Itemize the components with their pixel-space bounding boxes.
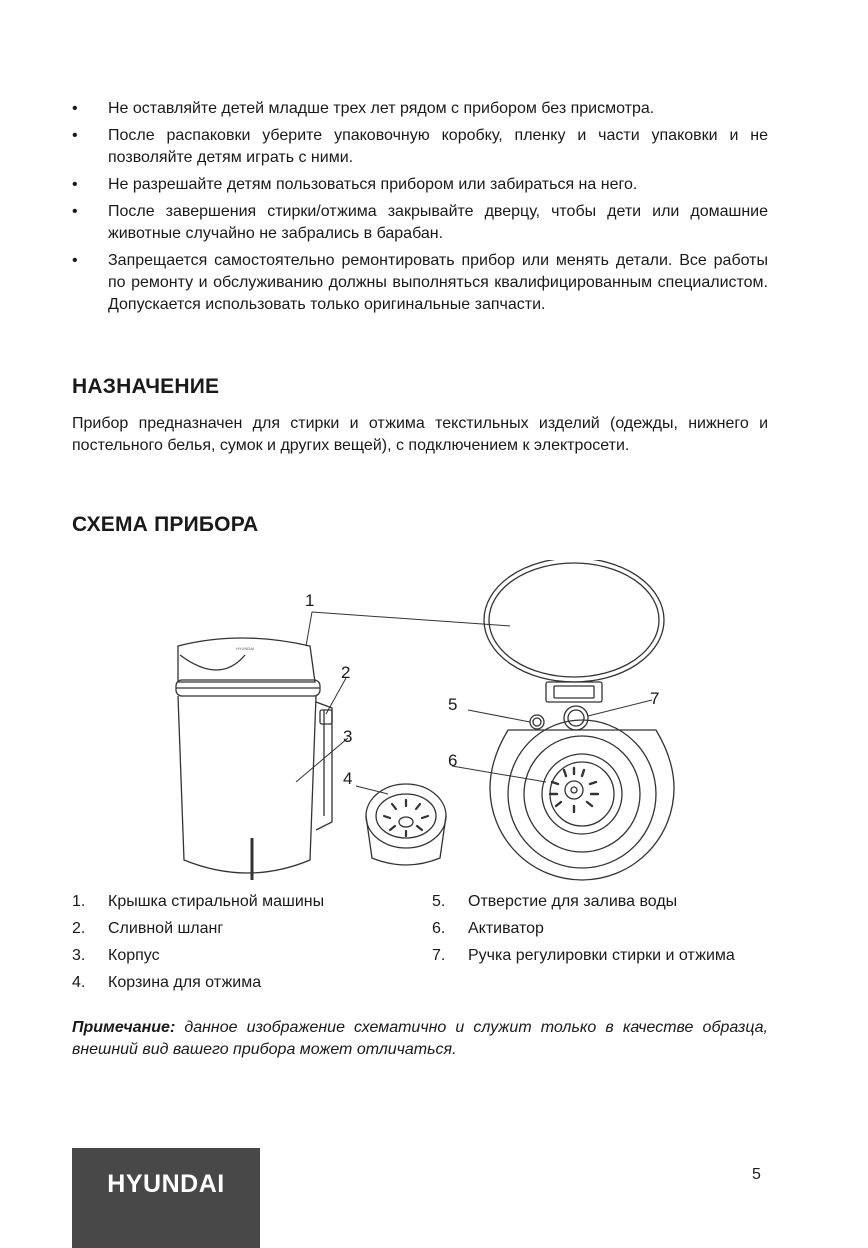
page-number: 5 [752, 1166, 761, 1183]
bullet-item: • После завершения стирки/отжима закрывайте дверцу, чтобы дети или домашние животные случайно не забрались в барабан. [72, 201, 768, 245]
legend-right-column [432, 891, 772, 972]
legend-item: 2. Сливной шланг [72, 920, 224, 937]
legend-item: 6. Активатор [432, 920, 544, 937]
legend-item: 4. Корзина для отжима [72, 974, 262, 991]
device-diagram [160, 560, 680, 890]
bullet-item: • Запрещается самостоятельно ремонтировать прибор или менять детали. Все работы по ремонту и обслуживанию должны выполняться квалифицированным специалистом. Допускается использовать только оригинальные запчасти. [72, 250, 768, 316]
purpose-heading: НАЗНАЧЕНИЕ [72, 375, 220, 398]
legend-item: 3. Корпус [72, 947, 160, 964]
callout-4: 4 [343, 769, 353, 788]
bullet-item: • После распаковки уберите упаковочную коробку, пленку и части упаковки и не позволяйте детям играть с ними. [72, 125, 768, 169]
safety-bullet-list [72, 98, 768, 321]
callout-7: 7 [650, 689, 660, 708]
callout-6: 6 [448, 751, 458, 770]
bullet-item: • Не оставляйте детей младше трех лет рядом с прибором без присмотра. [72, 98, 768, 120]
device-brand-label: HYUNDAI [236, 646, 255, 651]
lid-open-illustration [484, 560, 664, 702]
washer-body-illustration [176, 638, 332, 880]
callout-3: 3 [343, 727, 353, 746]
callout-5: 5 [448, 695, 458, 714]
legend-item: 1. Крышка стиральной машины [72, 893, 325, 910]
callout-2: 2 [341, 663, 351, 682]
brand-logo [72, 1148, 260, 1248]
legend-item: 5. Отверстие для залива воды [432, 893, 678, 910]
legend-left-column [72, 891, 402, 999]
callout-1: 1 [305, 591, 315, 610]
spin-basket-illustration [366, 784, 446, 865]
scheme-heading: СХЕМА ПРИБОРА [72, 513, 259, 536]
note-paragraph [72, 1017, 768, 1061]
bullet-item: • Не разрешайте детям пользоваться прибором или забираться на него. [72, 174, 768, 196]
legend-item: 7. Ручка регулировки стирки и отжима [432, 947, 735, 964]
washer-top-illustration [490, 706, 674, 880]
note-label: Примечание: [72, 1019, 176, 1036]
note-text: данное изображение схематично и служит только в качестве образца, внешний вид вашего прибора может отличаться. [72, 1019, 768, 1058]
brand-logo-text: HYUNDAI [107, 1170, 225, 1198]
purpose-text: Прибор предназначен для стирки и отжима текстильных изделий (одежды, нижнего и постельного белья, сумок и других вещей), с подключением к электросети. [72, 415, 768, 454]
